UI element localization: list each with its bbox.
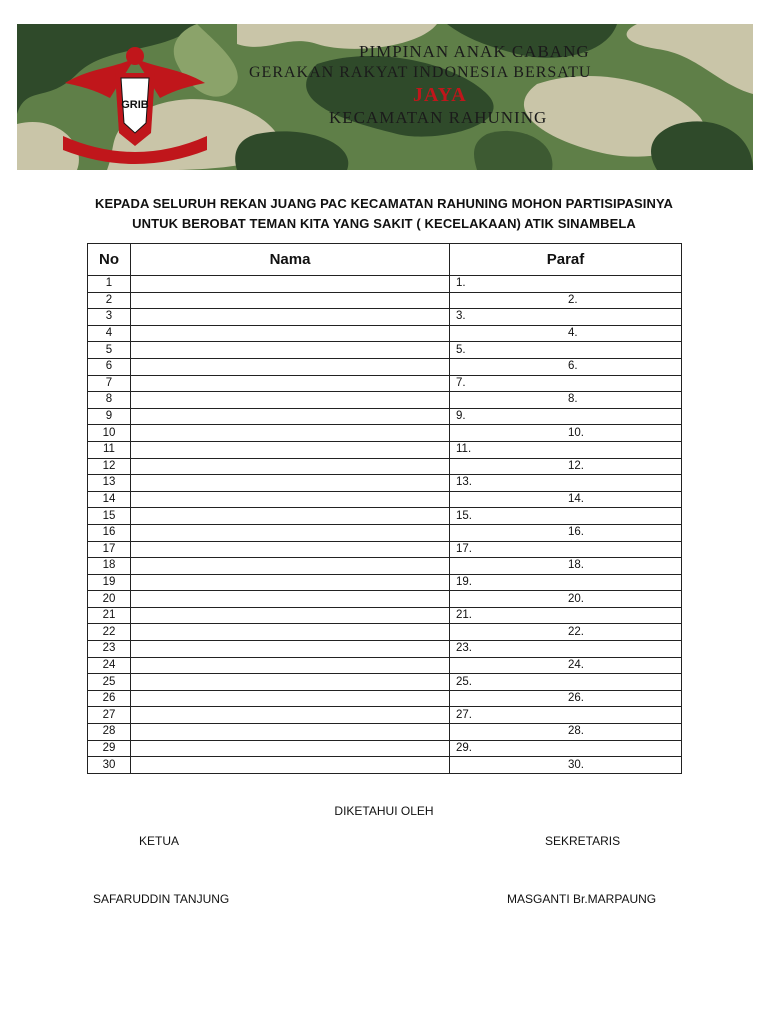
table-row — [88, 641, 682, 658]
paraf-number: 9. — [456, 410, 466, 423]
paraf-cell[interactable] — [450, 441, 682, 458]
row-number: 14 — [88, 491, 131, 508]
name-cell[interactable] — [131, 441, 450, 458]
row-number: 21 — [88, 607, 131, 624]
table-row — [88, 574, 682, 591]
paraf-cell[interactable] — [450, 358, 682, 375]
table-row — [88, 425, 682, 442]
paraf-number: 2. — [568, 293, 578, 306]
name-cell[interactable] — [131, 740, 450, 757]
row-number: 12 — [88, 458, 131, 475]
table-row — [88, 607, 682, 624]
table-row — [88, 740, 682, 757]
row-number: 26 — [88, 690, 131, 707]
paraf-number: 7. — [456, 376, 466, 389]
table-row — [88, 292, 682, 309]
garuda-logo — [55, 38, 215, 166]
sekretaris-title: SEKRETARIS — [545, 834, 621, 848]
name-cell[interactable] — [131, 524, 450, 541]
name-cell[interactable] — [131, 508, 450, 525]
row-number: 4 — [88, 325, 131, 342]
paraf-cell[interactable] — [450, 541, 682, 558]
row-number: 23 — [88, 641, 131, 658]
banner-line-3: JAYA — [413, 84, 467, 106]
table-body — [88, 276, 682, 774]
table-row — [88, 276, 682, 293]
banner-line-2: GERAKAN RAKYAT INDONESIA BERSATU — [249, 64, 592, 81]
paraf-cell[interactable] — [450, 292, 682, 309]
name-cell[interactable] — [131, 375, 450, 392]
row-number: 15 — [88, 508, 131, 525]
table-row — [88, 508, 682, 525]
heading-line-1: KEPADA SELURUH REKAN JUANG PAC KECAMATAN RAHUNING MOHON PARTISIPASINYA — [94, 196, 674, 211]
row-number: 28 — [88, 724, 131, 741]
name-cell[interactable] — [131, 358, 450, 375]
paraf-number: 16. — [568, 526, 584, 539]
name-cell[interactable] — [131, 558, 450, 575]
paraf-number: 26. — [568, 692, 584, 705]
table-row — [88, 524, 682, 541]
paraf-cell[interactable] — [450, 591, 682, 608]
row-number: 29 — [88, 740, 131, 757]
ketua-name: SAFARUDDIN TANJUNG — [93, 892, 230, 906]
name-cell[interactable] — [131, 458, 450, 475]
row-number: 24 — [88, 657, 131, 674]
paraf-number: 25. — [456, 675, 472, 688]
row-number: 16 — [88, 524, 131, 541]
row-number: 3 — [88, 309, 131, 326]
paraf-number: 11. — [456, 443, 472, 456]
paraf-cell[interactable] — [450, 392, 682, 409]
table-row — [88, 707, 682, 724]
table-row — [88, 408, 682, 425]
name-cell[interactable] — [131, 657, 450, 674]
table-row — [88, 757, 682, 774]
paraf-cell[interactable] — [450, 740, 682, 757]
name-cell[interactable] — [131, 624, 450, 641]
row-number: 27 — [88, 707, 131, 724]
banner-line-1: PIMPINAN ANAK CABANG — [359, 42, 590, 61]
paraf-cell[interactable] — [450, 508, 682, 525]
table-row — [88, 690, 682, 707]
table-row — [88, 458, 682, 475]
paraf-number: 19. — [456, 575, 472, 588]
paraf-cell[interactable] — [450, 657, 682, 674]
table-row — [88, 591, 682, 608]
paraf-number: 27. — [456, 708, 472, 721]
table-row — [88, 325, 682, 342]
paraf-number: 14. — [568, 493, 584, 506]
table-row — [88, 541, 682, 558]
name-cell[interactable] — [131, 342, 450, 359]
paraf-number: 22. — [568, 625, 584, 638]
table-row — [88, 491, 682, 508]
heading-line-2: UNTUK BEROBAT TEMAN KITA YANG SAKIT ( KECELAKAAN) ATIK SINAMBELA — [132, 216, 636, 231]
table-row — [88, 657, 682, 674]
paraf-number: 17. — [456, 542, 472, 555]
row-number: 5 — [88, 342, 131, 359]
paraf-cell[interactable] — [450, 408, 682, 425]
paraf-cell[interactable] — [450, 641, 682, 658]
known-by-label: DIKETAHUI OLEH — [334, 804, 434, 818]
row-number: 30 — [88, 757, 131, 774]
name-cell[interactable] — [131, 690, 450, 707]
paraf-cell[interactable] — [450, 375, 682, 392]
paraf-number: 18. — [568, 559, 584, 572]
name-cell[interactable] — [131, 641, 450, 658]
paraf-cell[interactable] — [450, 724, 682, 741]
paraf-number: 28. — [568, 725, 584, 738]
row-number: 17 — [88, 541, 131, 558]
name-cell[interactable] — [131, 292, 450, 309]
name-cell[interactable] — [131, 707, 450, 724]
name-cell[interactable] — [131, 475, 450, 492]
row-number: 1 — [88, 276, 131, 293]
paraf-cell[interactable] — [450, 458, 682, 475]
name-cell[interactable] — [131, 276, 450, 293]
paraf-number: 12. — [568, 459, 584, 472]
table-row — [88, 624, 682, 641]
name-cell[interactable] — [131, 591, 450, 608]
name-cell[interactable] — [131, 541, 450, 558]
name-cell[interactable] — [131, 491, 450, 508]
paraf-cell[interactable] — [450, 707, 682, 724]
paraf-cell[interactable] — [450, 425, 682, 442]
table-row — [88, 358, 682, 375]
row-number: 22 — [88, 624, 131, 641]
header-no: No — [88, 244, 131, 276]
row-number: 8 — [88, 392, 131, 409]
sekretaris-name: MASGANTI Br.MARPAUNG — [507, 892, 657, 906]
table-row — [88, 309, 682, 326]
paraf-cell[interactable] — [450, 491, 682, 508]
table-row — [88, 342, 682, 359]
paraf-number: 3. — [456, 310, 466, 323]
paraf-number: 15. — [456, 509, 472, 522]
table-row — [88, 724, 682, 741]
row-number: 7 — [88, 375, 131, 392]
paraf-number: 13. — [456, 476, 472, 489]
paraf-cell[interactable] — [450, 690, 682, 707]
paraf-cell[interactable] — [450, 475, 682, 492]
name-cell[interactable] — [131, 425, 450, 442]
paraf-cell[interactable] — [450, 325, 682, 342]
row-number: 10 — [88, 425, 131, 442]
paraf-cell[interactable] — [450, 574, 682, 591]
table-row — [88, 674, 682, 691]
name-cell[interactable] — [131, 309, 450, 326]
name-cell[interactable] — [131, 325, 450, 342]
name-cell[interactable] — [131, 607, 450, 624]
paraf-number: 8. — [568, 393, 578, 406]
name-cell[interactable] — [131, 392, 450, 409]
paraf-cell[interactable] — [450, 558, 682, 575]
signature-table — [87, 243, 682, 774]
paraf-number: 4. — [568, 327, 578, 340]
paraf-cell[interactable] — [450, 342, 682, 359]
table-row — [88, 441, 682, 458]
paraf-cell[interactable] — [450, 757, 682, 774]
row-number: 11 — [88, 441, 131, 458]
table-header-row — [88, 244, 682, 276]
row-number: 13 — [88, 475, 131, 492]
row-number: 25 — [88, 674, 131, 691]
table-row — [88, 392, 682, 409]
banner-line-4: KECAMATAN RAHUNING — [329, 108, 548, 127]
paraf-cell[interactable] — [450, 309, 682, 326]
paraf-cell[interactable] — [450, 607, 682, 624]
paraf-cell[interactable] — [450, 674, 682, 691]
logo-shield-text: GRIB — [121, 99, 149, 111]
table-row — [88, 558, 682, 575]
ketua-title: KETUA — [139, 834, 180, 848]
table-row — [88, 375, 682, 392]
paraf-cell[interactable] — [450, 524, 682, 541]
row-number: 6 — [88, 358, 131, 375]
row-number: 19 — [88, 574, 131, 591]
paraf-number: 10. — [568, 426, 584, 439]
paraf-number: 1. — [456, 277, 466, 290]
header-banner — [17, 24, 753, 170]
paraf-number: 5. — [456, 343, 466, 356]
paraf-number: 29. — [456, 741, 472, 754]
paraf-number: 23. — [456, 642, 472, 655]
row-number: 2 — [88, 292, 131, 309]
row-number: 9 — [88, 408, 131, 425]
paraf-number: 24. — [568, 658, 584, 671]
paraf-number: 30. — [568, 758, 584, 771]
paraf-number: 21. — [456, 609, 472, 622]
row-number: 18 — [88, 558, 131, 575]
name-cell[interactable] — [131, 574, 450, 591]
name-cell[interactable] — [131, 408, 450, 425]
paraf-number: 6. — [568, 360, 578, 373]
paraf-number: 20. — [568, 592, 584, 605]
header-nama: Nama — [131, 244, 450, 276]
name-cell[interactable] — [131, 724, 450, 741]
name-cell[interactable] — [131, 757, 450, 774]
name-cell[interactable] — [131, 674, 450, 691]
paraf-cell[interactable] — [450, 624, 682, 641]
table-row — [88, 475, 682, 492]
row-number: 20 — [88, 591, 131, 608]
header-paraf: Paraf — [450, 244, 682, 276]
paraf-cell[interactable] — [450, 276, 682, 293]
